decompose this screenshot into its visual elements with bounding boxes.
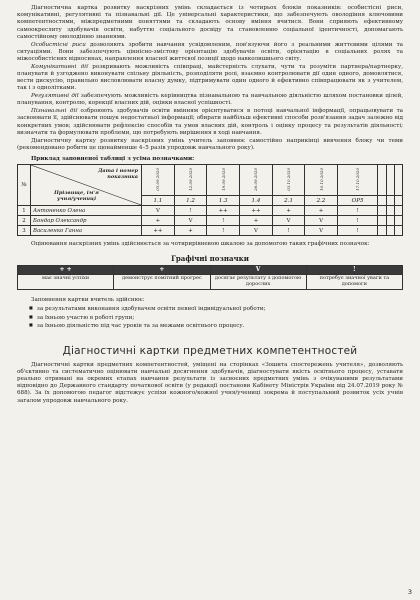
empty-cell bbox=[394, 216, 402, 226]
code-cell: 1.2 bbox=[174, 196, 206, 206]
code-cell: 1.4 bbox=[240, 196, 273, 206]
fill-instructions-paragraph: Діагностичну картку розвитку наскрізних умінь учитель заповнює самостійно наприкінці вивчення блоку чи теми (рекомендовано робити це щонайменше 4–5 разів упродовж навчального року). bbox=[17, 137, 403, 151]
date-cell: 17.10.2020 bbox=[337, 165, 378, 196]
header-name-label: Прізвище, ім'я учня/учениці bbox=[54, 190, 99, 203]
mark-cell: ! bbox=[337, 206, 378, 216]
legend-symbol: + bbox=[114, 266, 210, 275]
code-cell: ОР5 bbox=[337, 196, 378, 206]
mark-cell: ! bbox=[207, 226, 240, 236]
date-cell: 03.10.2020 bbox=[272, 165, 304, 196]
mark-cell: ! bbox=[337, 226, 378, 236]
row-number: 2 bbox=[18, 216, 31, 226]
student-name: Антоненко Олена bbox=[31, 206, 142, 216]
mark-cell: + bbox=[174, 226, 206, 236]
personal-traits-paragraph: Особистісні риси дозволяють зробити навчання усвідомленим, пов'язуючи його з реальними життєвими цілями та ситуаціями. Вони забезпечують ціннісно-змістову орієнтацію здобувачів освіти, орієнтацію в соціальних ролях та міжособистісних відносинах, направлення власної життєвої позиції щодо навколишнього світу. bbox=[17, 41, 403, 63]
mark-cell: V bbox=[272, 216, 304, 226]
mark-cell: ! bbox=[337, 216, 378, 226]
fill-method-list bbox=[17, 305, 403, 330]
row-number: 1 bbox=[18, 206, 31, 216]
date-cell: 19.09.2020 bbox=[207, 165, 240, 196]
list-item: ■ за їхньою діяльністю під час уроків та за межами освітнього процесу. bbox=[29, 322, 403, 330]
mark-cell: V bbox=[142, 206, 175, 216]
empty-cell bbox=[386, 196, 394, 206]
table-num-header: № bbox=[18, 165, 31, 206]
subject-cards-paragraph: Діагностичні картки предметних компетентностей, уміщені на сторінках «Зошита спостережень учителя», дозволяють об'єктивно та систематично оцінювати навчальні досягнення здобувачів, діагностувати якість освітнього процесу, уставати реально отримані на окремих етапах навчання результати із засвоєних предметних умінь з очікуваними результатами відповідно до Державного стандарту початкової освіти (у редакції постанови Кабінету Міністрів України від 24.07.2019 року № 688). За їх допомогою педагог відстежує успіхи кожного/кожної учня/учениці зокрема й поступальний розвиток усіх учнів загалом упродовж навчального року. bbox=[17, 361, 403, 404]
student-name: Василенко Ганна bbox=[31, 226, 142, 236]
code-cell: 1.1 bbox=[142, 196, 175, 206]
page-number: 3 bbox=[407, 588, 412, 596]
mark-cell: V bbox=[305, 216, 337, 226]
mark-cell: ! bbox=[207, 216, 240, 226]
intro-paragraph: Діагностична картка розвитку наскрізних умінь складається із чотирьох блоків показників: особистісні риси, комунікативні, регулятивні та пізнавальні дії. Це універсальні характеристики, що забезпечують оволодіння ключовими компетентностями, міжпредметними поняттями та складають основу вміння вчитися. Вони сприяють ефективному самоокреслиту здобувачів освіти, набуттю соціального досвіду та становленню соціальної ідентичності, допомагають самостійному оволодінню знаннями. bbox=[17, 5, 403, 40]
mark-cell: ! bbox=[174, 206, 206, 216]
legend-description: має значні успіхи bbox=[18, 275, 114, 290]
table-corner-header bbox=[31, 165, 142, 206]
mark-cell: + bbox=[240, 216, 273, 226]
empty-cell bbox=[378, 196, 386, 206]
legend-symbol: + + bbox=[18, 266, 114, 275]
empty-cell bbox=[378, 216, 386, 226]
mark-cell: ! bbox=[272, 226, 304, 236]
mark-cell: V bbox=[174, 216, 206, 226]
empty-header-cell bbox=[386, 165, 394, 196]
code-cell: 2.2 bbox=[305, 196, 337, 206]
student-name: Бондар Олександр bbox=[31, 216, 142, 226]
legend-description: досягає результату з допомогою дорослих bbox=[210, 275, 306, 290]
table-row bbox=[18, 216, 403, 226]
scale-paragraph: Оцінювання наскрізних умінь здійснюється за чотирирівневою шкалою за допомогою таких графічних позначок: bbox=[31, 241, 370, 248]
section-heading: Діагностичні картки предметних компетентностей bbox=[62, 344, 358, 357]
empty-cell bbox=[394, 206, 402, 216]
table-row bbox=[18, 206, 403, 216]
empty-header-cell bbox=[378, 165, 386, 196]
legend-symbol: V bbox=[210, 266, 306, 275]
mark-cell: ++ bbox=[240, 206, 273, 216]
code-cell: 2.1 bbox=[272, 196, 304, 206]
mark-cell: ++ bbox=[142, 226, 175, 236]
mark-cell: + bbox=[142, 216, 175, 226]
empty-cell bbox=[386, 206, 394, 216]
regulatory-paragraph: Регулятивні дії забезпечують можливість керівництва пізнавальною та навчальною діяльністю шляхом постановки цілей, планування, контролю, корекції власних дій, оцінки власної успішності. bbox=[17, 93, 403, 107]
empty-cell bbox=[386, 226, 394, 236]
communicative-paragraph: Комунікативні дії розкривають можливість співпраці, майстерність слухати, чути та розуміти партнера/партнерку, планувати й узгоджено виконувати спільну діяльність, розподіляти ролі, взаємно контролювати дії один одного, домовлятися, вести дискусію, правильно висловлювати власну думку, підтримувати один одного й ефективно співпрацювати як з учителем, так і з однолітками. bbox=[17, 63, 403, 92]
header-date-label: Дата і номер показника bbox=[97, 168, 138, 181]
mark-cell: + bbox=[305, 206, 337, 216]
code-cell: 1.3 bbox=[207, 196, 240, 206]
cognitive-paragraph: Пізнавальні дії озброюють здобувачів освіти вмінням орієнтуватися в потоці навчальної інформації, опрацьовувати та засвоювати її, здійснювати пошук недостатньої інформації; обирати найбільш ефективні способи розв'язання задач залежно від конкретних умов; здійснювати рефлексію способів та умов власних дій, контроль і оцінку процесу та результатів діяльності; визначати та формулювати проблеми, що потребують вирішення в ході навчання. bbox=[17, 108, 403, 136]
mark-cell: + bbox=[272, 206, 304, 216]
table-caption: Приклад заповненої таблиці з усіма позначками: bbox=[31, 156, 195, 163]
empty-header-cell bbox=[394, 165, 402, 196]
legend-description: потребує значної уваги та допомоги bbox=[306, 275, 402, 290]
empty-cell bbox=[394, 196, 402, 206]
legend-description: демонструє помітний прогрес bbox=[114, 275, 210, 290]
row-number: 3 bbox=[18, 226, 31, 236]
list-item: ■ за результатами виконання здобувачем освіти певної індивідуальної роботи; bbox=[29, 305, 403, 313]
empty-cell bbox=[394, 226, 402, 236]
graphics-title: Графічні позначки bbox=[171, 254, 249, 264]
fill-method-paragraph: Заповнення картки вчитель здійснює: bbox=[31, 297, 145, 304]
graphics-legend-table bbox=[17, 265, 403, 290]
empty-cell bbox=[378, 206, 386, 216]
list-item: ■ за їхньою участю в роботі групи; bbox=[29, 314, 403, 322]
date-cell: 12.09.2020 bbox=[174, 165, 206, 196]
legend-symbol: ! bbox=[306, 266, 402, 275]
date-cell: 05.09.2020 bbox=[142, 165, 175, 196]
date-cell: 10.10.2020 bbox=[305, 165, 337, 196]
table-row bbox=[18, 226, 403, 236]
empty-cell bbox=[386, 216, 394, 226]
diagnostic-table bbox=[17, 164, 403, 236]
date-cell: 26.09.2020 bbox=[240, 165, 273, 196]
mark-cell: V bbox=[240, 226, 273, 236]
mark-cell: ++ bbox=[207, 206, 240, 216]
mark-cell: V bbox=[305, 226, 337, 236]
empty-cell bbox=[378, 226, 386, 236]
